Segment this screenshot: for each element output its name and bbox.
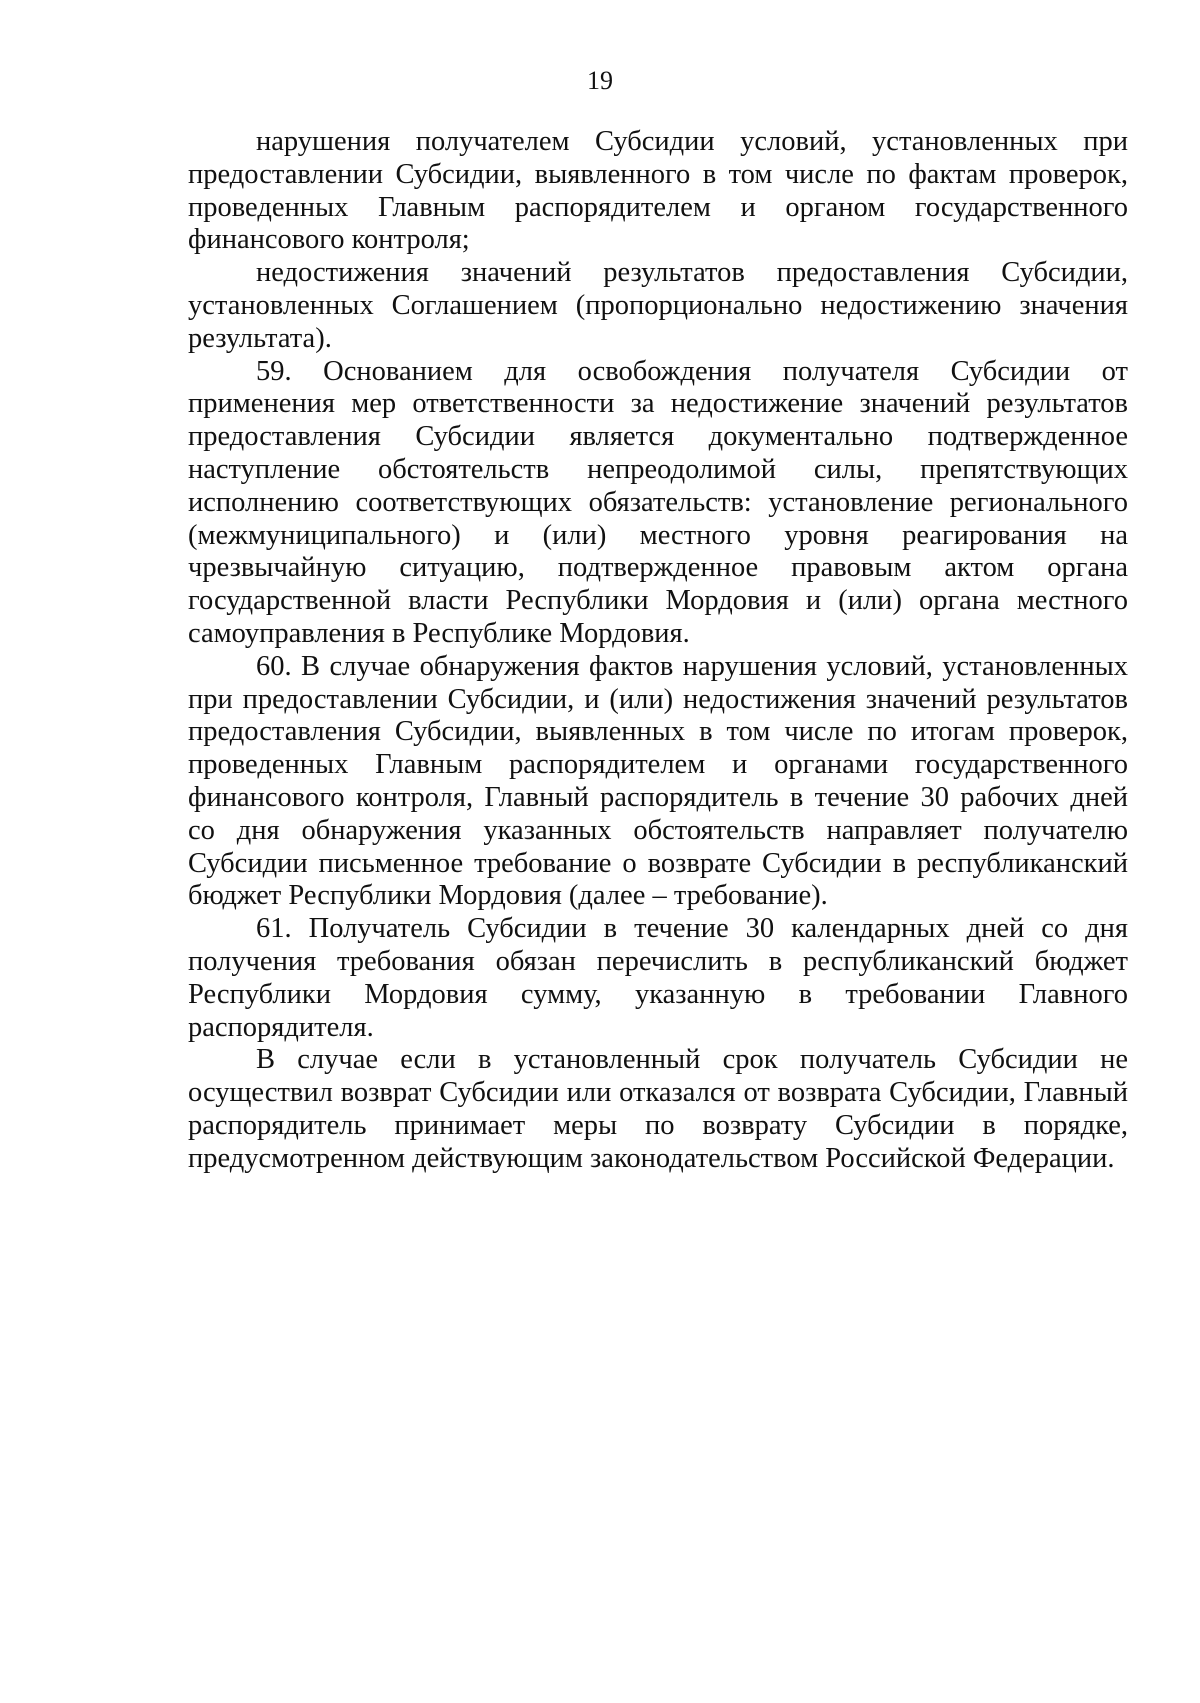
paragraph-clause-61: 61. Получатель Субсидии в течение 30 календарных дней со дня получения требования обязан перечислить в республиканский бюджет Республики Мордовия сумму, указанную в требовании Главного распорядителя. (188, 913, 1128, 1043)
page-number: 19 (587, 66, 613, 95)
paragraph-clause-59: 59. Основанием для освобождения получателя Субсидии от применения мер ответственности за недостижение значений результатов предоставления Субсидии является документально подтвержденное наступление обстоятельств непреодолимой силы, препятствующих исполнению соответствующих обязательств: установление регионального (межмуниципального) и (или) местного уровня реагирования на чрезвычайную ситуацию, подтвержденное правовым актом органа государственной власти Республики Мордовия и (или) органа местного самоуправления в Республике Мордовия. (188, 355, 1128, 649)
paragraph-refund-measures: В случае если в установленный срок получатель Субсидии не осуществил возврат Субсидии или отказался от возврата Субсидии, Главный распорядитель принимает меры по возврату Субсидии в порядке, предусмотренном действующим законодательством Российской Федерации. (188, 1044, 1128, 1174)
paragraph-violation-conditions: нарушения получателем Субсидии условий, установленных при предоставлении Субсидии, выявленного в том числе по фактам проверок, проведенных Главным распорядителем и органом государственного финансового контроля; (188, 126, 1128, 256)
paragraph-clause-60: 60. В случае обнаружения фактов нарушения условий, установленных при предоставлении Субсидии, и (или) недостижения значений результатов предоставления Субсидии, выявленных в том числе по итогам проверок, проведенных Главным распорядителем и органами государственного финансового контроля, Главный распорядитель в течение 30 рабочих дней со дня обнаружения указанных обстоятельств направляет получателю Субсидии письменное требование о возврате Субсидии в республиканский бюджет Республики Мордовия (далее – требование). (188, 650, 1128, 912)
document-body (188, 126, 1128, 1176)
paragraph-non-achievement: недостижения значений результатов предоставления Субсидии, установленных Соглашением (пропорционально недостижению значения результата). (188, 257, 1128, 354)
